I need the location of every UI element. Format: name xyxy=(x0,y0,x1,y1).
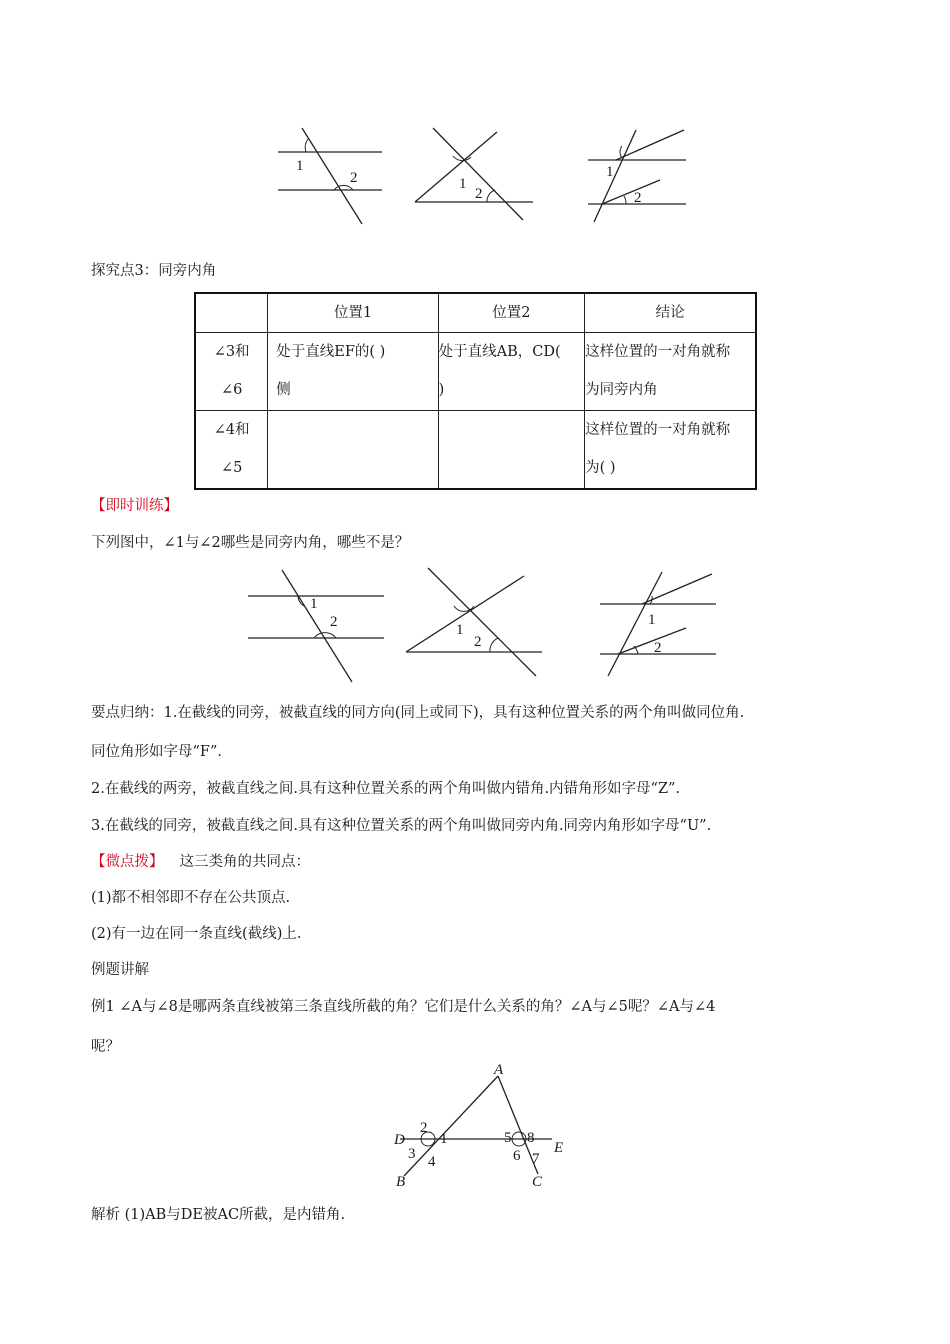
practice-tag: 【即时训练】 xyxy=(91,498,178,514)
row2-concl-b: 为( ) xyxy=(585,460,616,476)
top-figure-2 xyxy=(405,120,540,225)
table-row xyxy=(195,411,756,489)
row1-pos2 xyxy=(438,333,585,411)
practice-question: 下列图中，∠1与∠2哪些是同旁内角，哪些不是？ xyxy=(91,535,410,551)
table-header-pos2: 位置2 xyxy=(438,293,585,333)
tip-line xyxy=(91,850,310,871)
angle-table xyxy=(194,292,757,490)
table-header-empty xyxy=(195,293,268,333)
row1-pos2-a: 处于直线AB，CD( xyxy=(438,344,561,360)
tip-item-1: (1)都不相邻即不存在公共顶点. xyxy=(91,890,291,906)
mid-figure-1 xyxy=(240,562,390,687)
example-answer: 解析 (1)AB与DE被AC所截，是内错角. xyxy=(91,1207,346,1223)
summary-line-3: 2.在截线的两旁，被截直线之间.具有这种位置关系的两个角叫做内错角.内错角形如字母“Z”. xyxy=(91,781,681,797)
row1-pos1-b: 侧 xyxy=(276,382,291,398)
fig2-label-2: 2 xyxy=(475,186,483,202)
angle-6: 6 xyxy=(513,1148,521,1164)
fig3-label-2: 2 xyxy=(634,190,642,206)
table-header-row xyxy=(195,293,756,333)
row1-pos1 xyxy=(268,333,438,411)
mid-figure-3 xyxy=(592,566,722,681)
tip-tag: 【微点拨】 xyxy=(91,854,164,870)
fig1-label-1: 1 xyxy=(296,158,304,174)
row2-label xyxy=(195,411,268,489)
top-figure-1 xyxy=(270,120,390,230)
mid-fig3-label-1: 1 xyxy=(648,612,656,628)
point-A: A xyxy=(494,1062,504,1078)
row2-pos1 xyxy=(268,411,438,489)
row1-label-a: ∠3和 xyxy=(213,344,250,360)
example-question-2: 呢？ xyxy=(91,1039,120,1055)
row2-label-a: ∠4和 xyxy=(213,422,250,438)
fig2-label-1: 1 xyxy=(459,176,467,192)
angle-7: 7 xyxy=(532,1151,540,1167)
mid-fig2-label-1: 1 xyxy=(456,622,464,638)
angle-1: 1 xyxy=(440,1131,448,1147)
fig1-label-2: 2 xyxy=(350,170,358,186)
row2-conclusion xyxy=(585,411,756,489)
point-D: D xyxy=(394,1132,405,1148)
summary-line-4: 3.在截线的同旁，被截直线之间.具有这种位置关系的两个角叫做同旁内角.同旁内角形如字母“U”. xyxy=(91,818,712,834)
table-header-conclusion: 结论 xyxy=(585,293,756,333)
table-row xyxy=(195,333,756,411)
point-E: E xyxy=(554,1140,564,1156)
tip-item-2: (2)有一边在同一条直线(截线)上. xyxy=(91,926,302,942)
mid-fig1-label-1: 1 xyxy=(310,596,318,612)
example-heading: 例题讲解 xyxy=(91,962,149,978)
row2-label-b: ∠5 xyxy=(220,460,243,476)
angle-8: 8 xyxy=(527,1130,535,1146)
angle-5: 5 xyxy=(504,1130,512,1146)
table-header-pos1: 位置1 xyxy=(268,293,438,333)
mid-fig3-label-2: 2 xyxy=(654,640,662,656)
section3-title: 探究点3：同旁内角 xyxy=(91,263,217,279)
summary-line-1: 要点归纳：1.在截线的同旁，被截直线的同方向(同上或同下)，具有这种位置关系的两个角叫做同位角. xyxy=(91,705,745,721)
mid-fig1-label-2: 2 xyxy=(330,614,338,630)
row1-concl-b: 为同旁内角 xyxy=(585,382,658,398)
row1-label xyxy=(195,333,268,411)
fig3-label-1: 1 xyxy=(606,164,614,180)
tip-text: 这三类角的共同点： xyxy=(179,854,310,870)
row1-label-b: ∠6 xyxy=(220,382,243,398)
row2-pos2 xyxy=(438,411,585,489)
angle-2: 2 xyxy=(420,1120,428,1136)
row1-pos1-a: 处于直线EF的( ) xyxy=(276,344,386,360)
angle-3: 3 xyxy=(408,1146,416,1162)
row2-concl-a: 这样位置的一对角就称 xyxy=(585,422,731,438)
row1-pos2-b: ) xyxy=(438,382,445,398)
example-question-1: 例1 ∠A与∠8是哪两条直线被第三条直线所截的角？它们是什么关系的角？∠A与∠5呢？∠A与∠4 xyxy=(91,999,716,1015)
mid-fig2-label-2: 2 xyxy=(474,634,482,650)
summary-line-2: 同位角形如字母“F”. xyxy=(91,744,222,760)
mid-figure-2 xyxy=(398,562,548,682)
row1-concl-a: 这样位置的一对角就称 xyxy=(585,344,731,360)
point-B: B xyxy=(396,1174,406,1190)
row1-conclusion xyxy=(585,333,756,411)
top-figure-3 xyxy=(580,122,690,227)
example-figure xyxy=(390,1062,580,1192)
angle-4: 4 xyxy=(428,1154,436,1170)
point-C: C xyxy=(532,1174,543,1190)
